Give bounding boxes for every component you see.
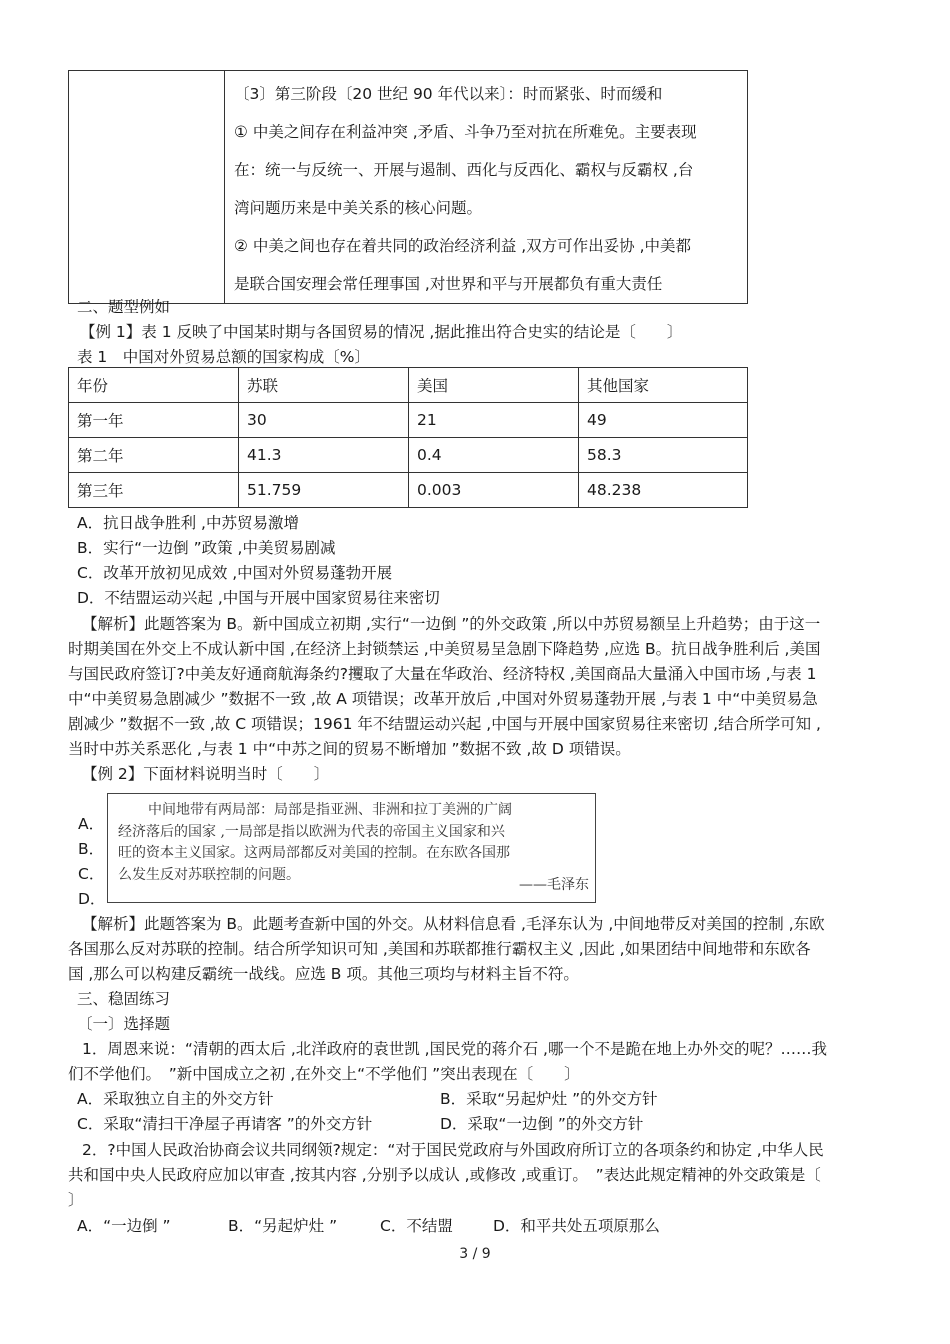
table-row xyxy=(69,473,748,508)
table-cell: 51.759 xyxy=(239,473,409,508)
question2-line: 2．?中国人民政治协商会议共同纲领?规定：“对于国民党政府与外国政府所订立的各项条约和协定 ,中华人民 xyxy=(82,1141,824,1159)
stage-line: 〔3〕第三阶段〔20 世纪 90 年代以来〕：时而紧张、时而缓和 xyxy=(234,85,663,103)
example2-analysis-line: 【解析】此题答案为 B。此题考查新中国的外交。从材料信息看 ,毛泽东认为 ,中间地带反对美国的控制 ,东欧 xyxy=(82,915,825,933)
table-cell: 第一年 xyxy=(69,403,239,438)
question2-line: 〕 xyxy=(68,1191,84,1209)
table-cell: 49 xyxy=(579,403,748,438)
stage-line: ① 中美之间存在利益冲突 ,矛盾、斗争乃至对抗在所难免。主要表现 xyxy=(234,123,697,141)
example1-option-c: C．改革开放初见成效 ,中国对外贸易蓬勃开展 xyxy=(77,564,393,582)
quote-line: 旺的资本主义国家。这两局部都反对美国的控制。在东欧各国那 xyxy=(118,845,510,861)
example2-option-a: A． xyxy=(78,815,105,833)
example1-analysis-line: 与国民政府签订?中美友好通商航海条约?攫取了大量在华政治、经济特权 ,美国商品大量涌入中国市场 ,与表 1 xyxy=(68,665,817,683)
section-heading: 三、稳固练习 xyxy=(77,990,171,1008)
example1-analysis-line: 剧减少 ”数据不一致 ,故 C 项错误；1961 年不结盟运动兴起 ,中国与开展中国家贸易往来密切 ,结合所学可知 , xyxy=(68,715,821,733)
question2-option-b: B．“另起炉灶 ” xyxy=(228,1217,338,1235)
example1-analysis-line: 当时中苏关系恶化 ,与表 1 中“中苏之间的贸易不断增加 ”数据不致 ,故 D 项错误。 xyxy=(68,740,631,758)
table-header-row xyxy=(69,368,748,403)
stage-line: 在：统一与反统一、开展与遏制、西化与反西化、霸权与反霸权 ,台 xyxy=(234,161,694,179)
header-cell: 其他国家 xyxy=(579,368,748,403)
table-cell: 21 xyxy=(409,403,579,438)
header-cell: 美国 xyxy=(409,368,579,403)
stage-content-cell xyxy=(225,71,748,304)
header-cell: 苏联 xyxy=(239,368,409,403)
example1-option-b: B．实行“一边倒 ”政策 ,中美贸易剧减 xyxy=(77,539,336,557)
stage-label-cell xyxy=(69,71,225,304)
table-cell: 0.4 xyxy=(409,438,579,473)
table-cell: 30 xyxy=(239,403,409,438)
example1-option-d: D．不结盟运动兴起 ,中国与开展中国家贸易往来密切 xyxy=(77,589,440,607)
example1-option-a: A．抗日战争胜利 ,中苏贸易激增 xyxy=(77,514,299,532)
stage-line: ② 中美之间也存在着共同的政治经济利益 ,双方可作出妥协 ,中美都 xyxy=(234,237,692,255)
question2-option-d: D．和平共处五项原那么 xyxy=(493,1217,660,1235)
example1-analysis-line: 【解析】此题答案为 B。新中国成立初期 ,实行“一边倒 ”的外交政策 ,所以中苏贸易额呈上升趋势；由于这一 xyxy=(82,615,821,633)
quote-line: 中间地带有两局部：局部是指亚洲、非洲和拉丁美洲的广阔 xyxy=(148,802,512,818)
question1-line: 1．周恩来说：“清朝的西太后 ,北洋政府的袁世凯 ,国民党的蒋介石 ,哪一个不是跪在地上办外交的呢？……我 xyxy=(82,1040,827,1058)
table-cell: 58.3 xyxy=(579,438,748,473)
example2-analysis-line: 各国那么反对苏联的控制。结合所学知识可知 ,美国和苏联都推行霸权主义 ,因此 ,如果团结中间地带和东欧各 xyxy=(68,940,811,958)
quote-line: 经济落后的国家 ,一局部是指以欧洲为代表的帝国主义国家和兴 xyxy=(118,823,505,840)
example1-question: 【例 1】表 1 反映了中国某时期与各国贸易的情况 ,据此推出符合史实的结论是〔 〕 xyxy=(80,323,683,341)
example1-analysis-line: 时期美国在外交上不成认新中国 ,在经济上封锁禁运 ,中美贸易呈急剧下降趋势 ,应选 B。抗日战争胜利后 ,美国 xyxy=(68,640,821,658)
stage-line: 是联合国安理会常任理事国 ,对世界和平与开展都负有重大责任 xyxy=(234,275,663,293)
stage-line: 湾问题历来是中美关系的核心问题。 xyxy=(234,199,483,217)
question1-option-c: C．采取“清扫干净屋子再请客 ”的外交方针 xyxy=(77,1115,373,1133)
policy-stage-table xyxy=(68,70,748,304)
table-cell: 48.238 xyxy=(579,473,748,508)
question1-option-a: A．采取独立自主的外交方针 xyxy=(77,1090,274,1108)
table-row xyxy=(69,438,748,473)
example2-option-b: B． xyxy=(78,840,105,858)
section-heading: 二、题型例如 xyxy=(77,298,171,316)
subsection-heading: 〔一〕选择题 xyxy=(77,1015,171,1033)
header-cell: 年份 xyxy=(69,368,239,403)
quote-box xyxy=(107,793,596,903)
trade-table xyxy=(68,367,748,508)
question2-option-a: A．“一边倒 ” xyxy=(77,1217,171,1235)
table-cell: 41.3 xyxy=(239,438,409,473)
table-cell: 0.003 xyxy=(409,473,579,508)
quote-line: 么发生反对苏联控制的问题。 xyxy=(118,866,300,883)
example2-question: 【例 2】下面材料说明当时〔 〕 xyxy=(82,765,330,783)
example2-option-d: D． xyxy=(78,890,106,908)
question2-line: 共和国中央人民政府应加以审查 ,按其内容 ,分别予以成认 ,或修改 ,或重订。 ”表达此规定精神的外交政策是〔 xyxy=(68,1166,821,1184)
table-caption: 表 1 中国对外贸易总额的国家构成〔%〕 xyxy=(77,348,371,366)
quote-author: ——毛泽东 xyxy=(519,876,589,893)
question1-line: 们不学他们。 ”新中国成立之初 ,在外交上“不学他们 ”突出表现在〔 〕 xyxy=(68,1065,580,1083)
page-number: 3 / 9 xyxy=(459,1246,491,1262)
table-cell: 第三年 xyxy=(69,473,239,508)
example2-option-c: C． xyxy=(78,865,105,883)
table-cell: 第二年 xyxy=(69,438,239,473)
question2-option-c: C．不结盟 xyxy=(380,1217,453,1235)
example1-analysis-line: 中“中美贸易急剧减少 ”数据不一致 ,故 A 项错误；改革开放后 ,中国对外贸易蓬勃开展 ,与表 1 中“中美贸易急 xyxy=(68,690,818,708)
example2-analysis-line: 国 ,那么可以构建反霸统一战线。应选 B 项。其他三项均与材料主旨不符。 xyxy=(68,965,579,983)
table-row xyxy=(69,403,748,438)
question1-option-b: B．采取“另起炉灶 ”的外交方针 xyxy=(440,1090,658,1108)
question1-option-d: D．采取“一边倒 ”的外交方针 xyxy=(440,1115,644,1133)
